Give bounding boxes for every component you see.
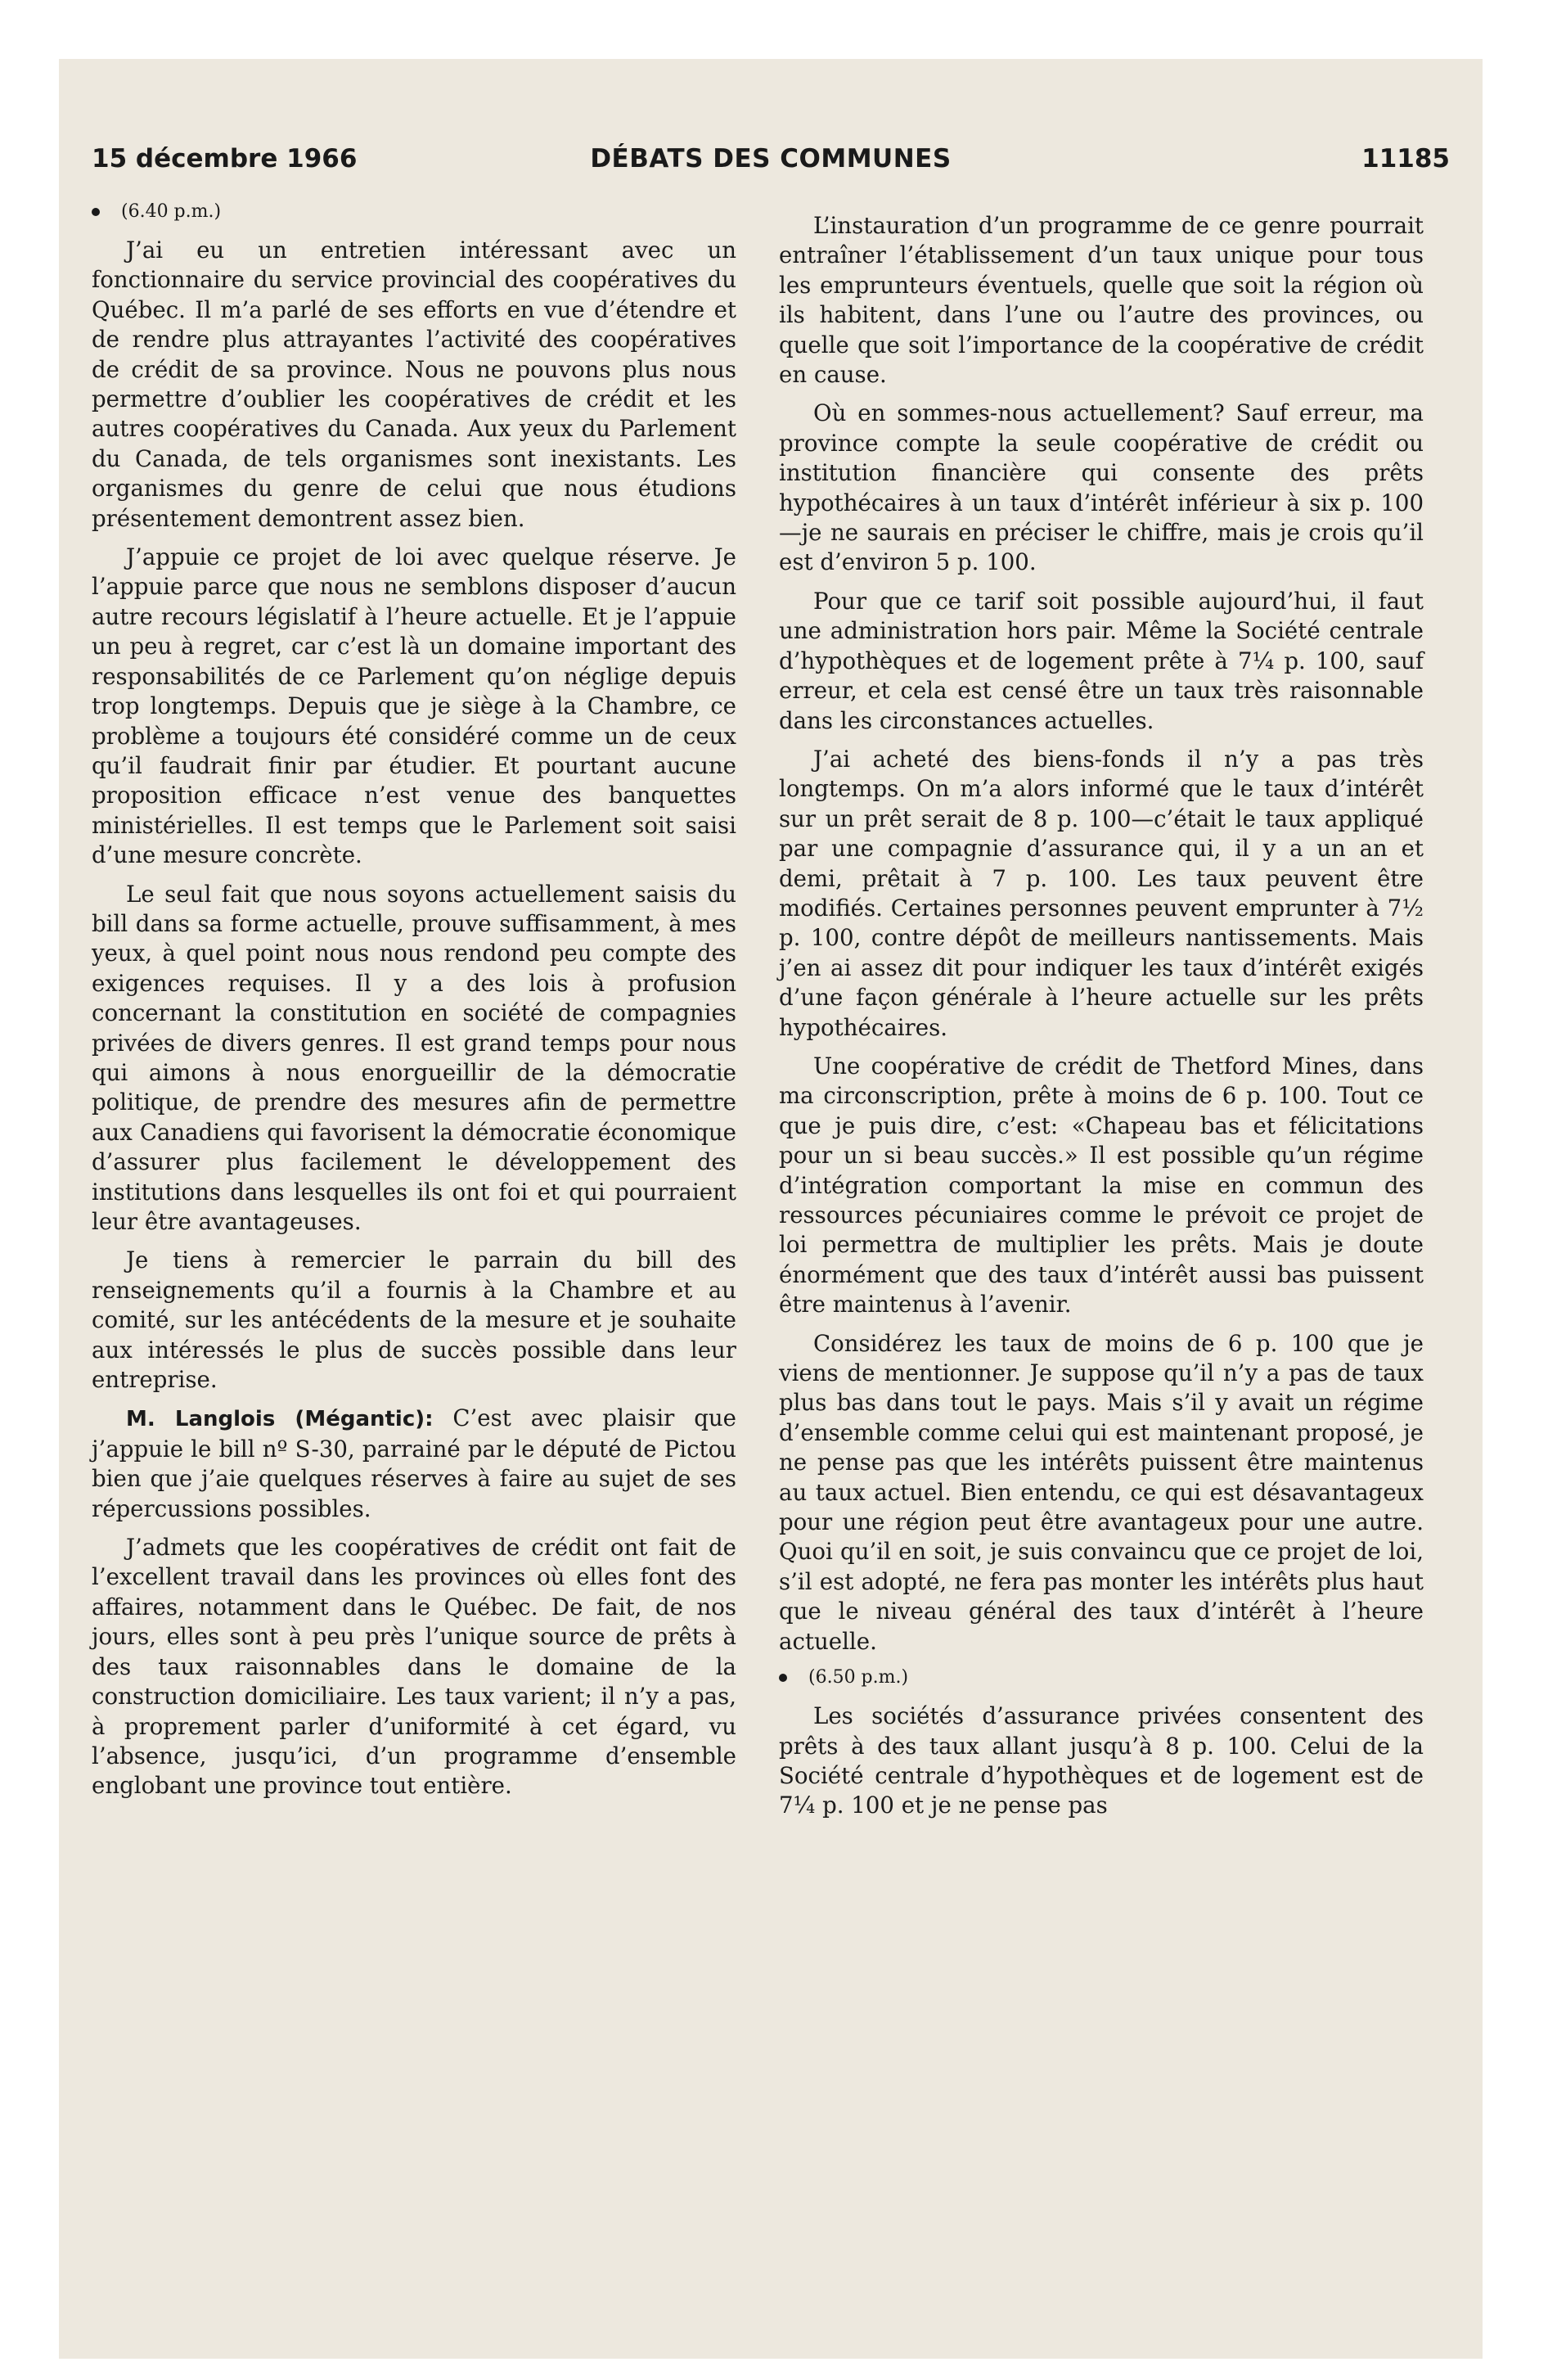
- page-number: 11185: [1361, 144, 1450, 174]
- right-column: [779, 211, 1424, 1830]
- paragraph: Le seul fait que nous soyons actuellement saisis du bill dans sa forme actuelle, prouve suffisamment, à mes yeux, à quel point nous nous rendond peu compte des exigences requises. Il y a des lois à profusion concernant la constitution en société de compagnies privées de divers genres. Il est grand temps pour nous qui aimons à nous enorgueillir de la démocratie politique, de prendre des mesures afin de permettre aux Canadiens qui favorisent la démocratie économique d’assurer plus facilement le développement des institutions dans lesquelles ils ont foi et qui pourraient leur être avantageuses.: [92, 880, 736, 1235]
- left-column: [92, 201, 736, 1810]
- timestamp-right: [779, 1666, 1424, 1690]
- timestamp-text: (6.40 p.m.): [121, 201, 222, 222]
- header-title: DÉBATS DES COMMUNES: [590, 144, 952, 174]
- speaker-paragraph: [92, 1404, 736, 1524]
- paragraph: Les sociétés d’assurance privées consentent des prêts à des taux allant jusqu’à 8 p. 100. Celui de la Société centrale d’hypothèques et de logement est de 7¼ p. 100 et je ne pense pas: [779, 1702, 1424, 1819]
- bullet-icon: [92, 208, 100, 216]
- speaker-text: C’est avec plaisir que j’appuie le bill nº S-30, parrainé par le député de Pictou bien que j’aie quelques réserves à faire au sujet de ses répercussions possibles.: [92, 1404, 736, 1522]
- paragraph: J’ai eu un entretien intéressant avec un fonctionnaire du service provincial des coopératives du Québec. Il m’a parlé de ses efforts en vue d’étendre et de rendre plus attrayantes l’activité des coopératives de crédit de sa province. Nous ne pouvons plus nous permettre d’oublier les coopératives de crédit et les autres coopératives du Canada. Aux yeux du Parlement du Canada, de tels organismes sont inexistants. Les organismes du genre de celui que nous étudions présentement demontrent assez bien.: [92, 237, 736, 532]
- header-date: 15 décembre 1966: [92, 144, 358, 174]
- timestamp-text: (6.50 p.m.): [808, 1667, 909, 1688]
- paragraph: Où en sommes-nous actuellement? Sauf erreur, ma province compte la seule coopérative de crédit ou institution financière qui consente des prêts hypothécaires à un taux d’intérêt inférieur à six p. 100—je ne saurais en préciser le chiffre, mais je crois qu’il est d’environ 5 p. 100.: [779, 399, 1424, 576]
- speaker-name: M. Langlois (Mégantic):: [126, 1407, 434, 1432]
- page-header: [92, 144, 1450, 180]
- paragraph: J’admets que les coopératives de crédit ont fait de l’excellent travail dans les provinces où elles font des affaires, notamment dans le Québec. De fait, de nos jours, elles sont à peu près l’unique source de prêts à des taux raisonnables dans le domaine de la construction domiciliaire. Les taux varient; il n’y a pas, à proprement parler d’uniformité à cet égard, vu l’absence, jusqu’ici, d’un programme d’ensemble englobant une province tout entière.: [92, 1534, 736, 1800]
- paragraph: J’appuie ce projet de loi avec quelque réserve. Je l’appuie parce que nous ne semblons disposer d’aucun autre recours législatif à l’heure actuelle. Et je l’appuie un peu à regret, car c’est là un domaine important des responsabilités de ce Parlement qu’on néglige depuis trop longtemps. Depuis que je siège à la Chambre, ce problème a toujours été considéré comme un de ceux qu’il faudrait finir par étudier. Et pourtant aucune proposition efficace n’est venue des banquettes ministérielles. Il est temps que le Parlement soit saisi d’une mesure concrète.: [92, 543, 736, 869]
- paragraph: J’ai acheté des biens-fonds il n’y a pas très longtemps. On m’a alors informé que le taux d’intérêt sur un prêt serait de 8 p. 100—c’était le taux appliqué par une compagnie d’assurance qui, il y a un an et demi, prêtait à 7 p. 100. Les taux peuvent être modifiés. Certaines personnes peuvent emprunter à 7½ p. 100, contre dépôt de meilleurs nantissements. Mais j’en ai assez dit pour indiquer les taux d’intérêt exigés d’une façon générale à l’heure actuelle sur les prêts hypothécaires.: [779, 745, 1424, 1041]
- paragraph: Je tiens à remercier le parrain du bill des renseignements qu’il a fournis à la Chambre et au comité, sur les antécédents de la mesure et je souhaite aux intéressés le plus de succès possible dans leur entreprise.: [92, 1246, 736, 1394]
- paragraph: Une coopérative de crédit de Thetford Mines, dans ma circonscription, prête à moins de 6 p. 100. Tout ce que je puis dire, c’est: «Chapeau bas et félicitations pour un si beau succès.» Il est possible qu’un régime d’intégration comportant la mise en commun des ressources pécuniaires comme le prévoit ce projet de loi permettra de multiplier les prêts. Mais je doute énormément que des taux d’intérêt aussi bas puissent être maintenus à l’avenir.: [779, 1052, 1424, 1318]
- paragraph: Pour que ce tarif soit possible aujourd’hui, il faut une administration hors pair. Même la Société centrale d’hypothèques et de logement prête à 7¼ p. 100, sauf erreur, et cela est censé être un taux très raisonnable dans les circonstances actuelles.: [779, 587, 1424, 734]
- paragraph: Considérez les taux de moins de 6 p. 100 que je viens de mentionner. Je suppose qu’il n’y a pas de taux plus bas dans tout le pays. Mais s’il y avait un régime d’ensemble comme celui qui est maintenant proposé, je ne pense pas que les intérêts puissent être maintenus au taux actuel. Bien entendu, ce qui est désavantageux pour une région peut être avantageux pour une autre. Quoi qu’il en soit, je suis convaincu que ce projet de loi, s’il est adopté, ne fera pas monter les intérêts plus haut que le niveau général des taux d’intérêt à l’heure actuelle.: [779, 1329, 1424, 1655]
- timestamp-left: [92, 200, 736, 224]
- page-sheet: [59, 59, 1483, 2359]
- paragraph: L’instauration d’un programme de ce genre pourrait entraîner l’établissement d’un taux unique pour tous les emprunteurs éventuels, quelle que soit la région où ils habitent, dans l’une ou l’autre des provinces, ou quelle que soit l’importance de la coopérative de crédit en cause.: [779, 212, 1424, 389]
- bullet-icon: [779, 1674, 787, 1682]
